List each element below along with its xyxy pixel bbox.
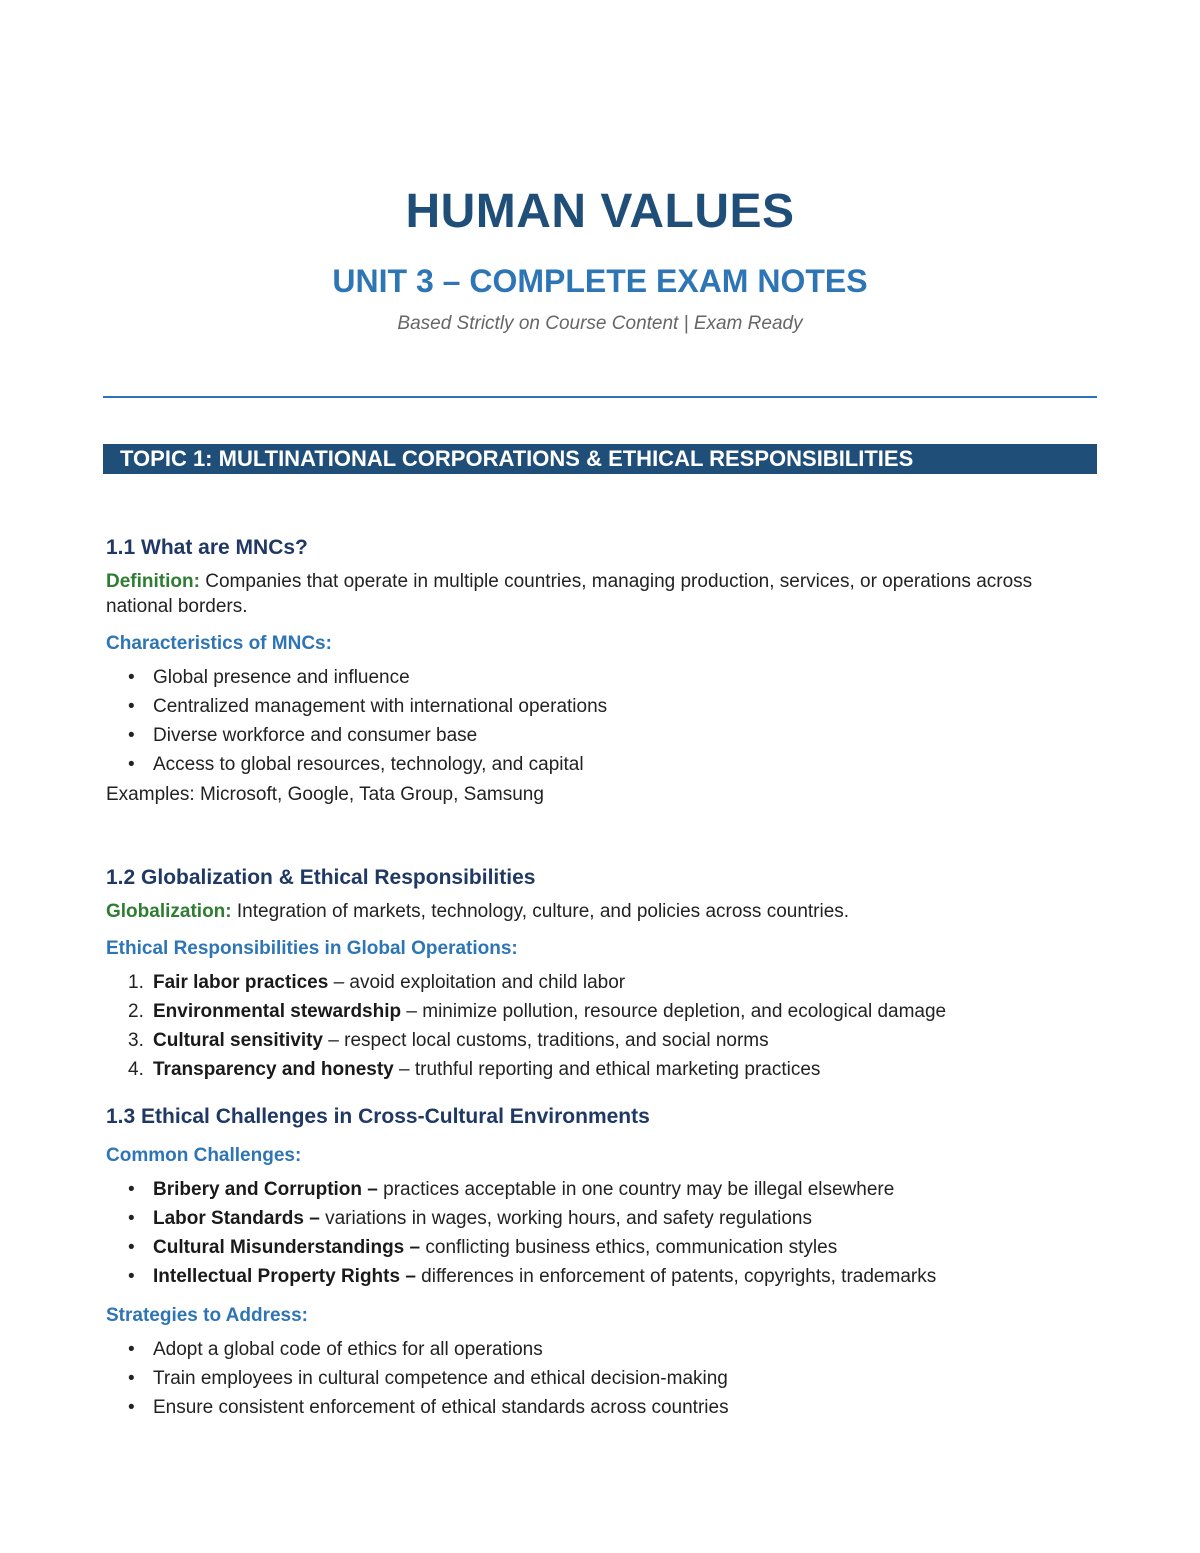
- item-text: differences in enforcement of patents, copyrights, trademarks: [415, 1266, 937, 1287]
- definition-paragraph: [106, 569, 1096, 619]
- item-text: – truthful reporting and ethical marketing practices: [393, 1059, 821, 1080]
- list-item: [106, 1204, 1096, 1233]
- item-lead: Labor Standards –: [153, 1208, 320, 1229]
- list-item: [106, 1026, 1096, 1055]
- list-item: • Train employees in cultural competence and ethical decision-making: [106, 1364, 1096, 1393]
- item-lead: Cultural Misunderstandings –: [153, 1237, 421, 1258]
- list-item: • Ensure consistent enforcement of ethical standards across countries: [106, 1393, 1096, 1422]
- challenges-heading: Common Challenges:: [106, 1145, 302, 1166]
- list-item: • Centralized management with international operations: [106, 692, 1096, 721]
- header-divider: [103, 396, 1097, 398]
- globalization-text: Integration of markets, technology, culture, and policies across countries.: [231, 901, 850, 922]
- item-number: 3.: [128, 1030, 144, 1051]
- item-text: – minimize pollution, resource depletion, and ecological damage: [401, 1001, 947, 1022]
- list-item: [106, 968, 1096, 997]
- characteristics-heading: Characteristics of MNCs:: [106, 633, 332, 654]
- item-text: conflicting business ethics, communication styles: [420, 1237, 838, 1258]
- item-lead: Cultural sensitivity: [153, 1030, 323, 1051]
- responsibilities-heading: Ethical Responsibilities in Global Operations:: [106, 938, 518, 959]
- list-item: • Access to global resources, technology, and capital: [106, 750, 1096, 779]
- globalization-label: Globalization:: [106, 901, 232, 922]
- item-lead: Transparency and honesty: [153, 1059, 394, 1080]
- content-body: [106, 534, 1096, 1422]
- item-text: – avoid exploitation and child labor: [328, 972, 626, 993]
- definition-label: Definition:: [106, 571, 200, 592]
- topic-banner: TOPIC 1: MULTINATIONAL CORPORATIONS & ETHICAL RESPONSIBILITIES: [103, 444, 1097, 474]
- document-subtitle: UNIT 3 – COMPLETE EXAM NOTES: [332, 263, 868, 299]
- item-lead: Fair labor practices: [153, 972, 329, 993]
- list-item: • Global presence and influence: [106, 663, 1096, 692]
- item-lead: Environmental stewardship: [153, 1001, 402, 1022]
- characteristics-list: [106, 663, 1096, 779]
- list-item: [106, 1233, 1096, 1262]
- examples-line: Examples: Microsoft, Google, Tata Group, Samsung: [106, 784, 544, 805]
- section-heading-1-3: 1.3 Ethical Challenges in Cross-Cultural Environments: [106, 1105, 650, 1128]
- strategies-heading: Strategies to Address:: [106, 1305, 309, 1326]
- document-title: HUMAN VALUES: [405, 185, 795, 238]
- section-heading-1-1: 1.1 What are MNCs?: [106, 536, 308, 559]
- document-tagline: Based Strictly on Course Content | Exam Ready: [397, 313, 803, 334]
- strategies-list: [106, 1335, 1096, 1422]
- section-heading-1-2: 1.2 Globalization & Ethical Responsibilities: [106, 866, 536, 889]
- responsibilities-list: [106, 968, 1096, 1084]
- list-item: [106, 1055, 1096, 1084]
- item-text: – respect local customs, traditions, and social norms: [323, 1030, 769, 1051]
- list-item: • Adopt a global code of ethics for all operations: [106, 1335, 1096, 1364]
- list-item: [106, 997, 1096, 1026]
- item-lead: Bribery and Corruption –: [153, 1179, 378, 1200]
- challenges-list: [106, 1175, 1096, 1291]
- item-lead: Intellectual Property Rights –: [153, 1266, 416, 1287]
- item-number: 2.: [128, 1001, 144, 1022]
- item-number: 4.: [128, 1059, 144, 1080]
- globalization-paragraph: [106, 899, 1096, 924]
- definition-text: Companies that operate in multiple countries, managing production, services, or operations across national borders.: [106, 571, 1033, 617]
- item-text: practices acceptable in one country may be illegal elsewhere: [377, 1179, 895, 1200]
- list-item: • Diverse workforce and consumer base: [106, 721, 1096, 750]
- list-item: [106, 1175, 1096, 1204]
- item-number: 1.: [128, 972, 144, 993]
- item-text: variations in wages, working hours, and safety regulations: [319, 1208, 812, 1229]
- list-item: [106, 1262, 1096, 1291]
